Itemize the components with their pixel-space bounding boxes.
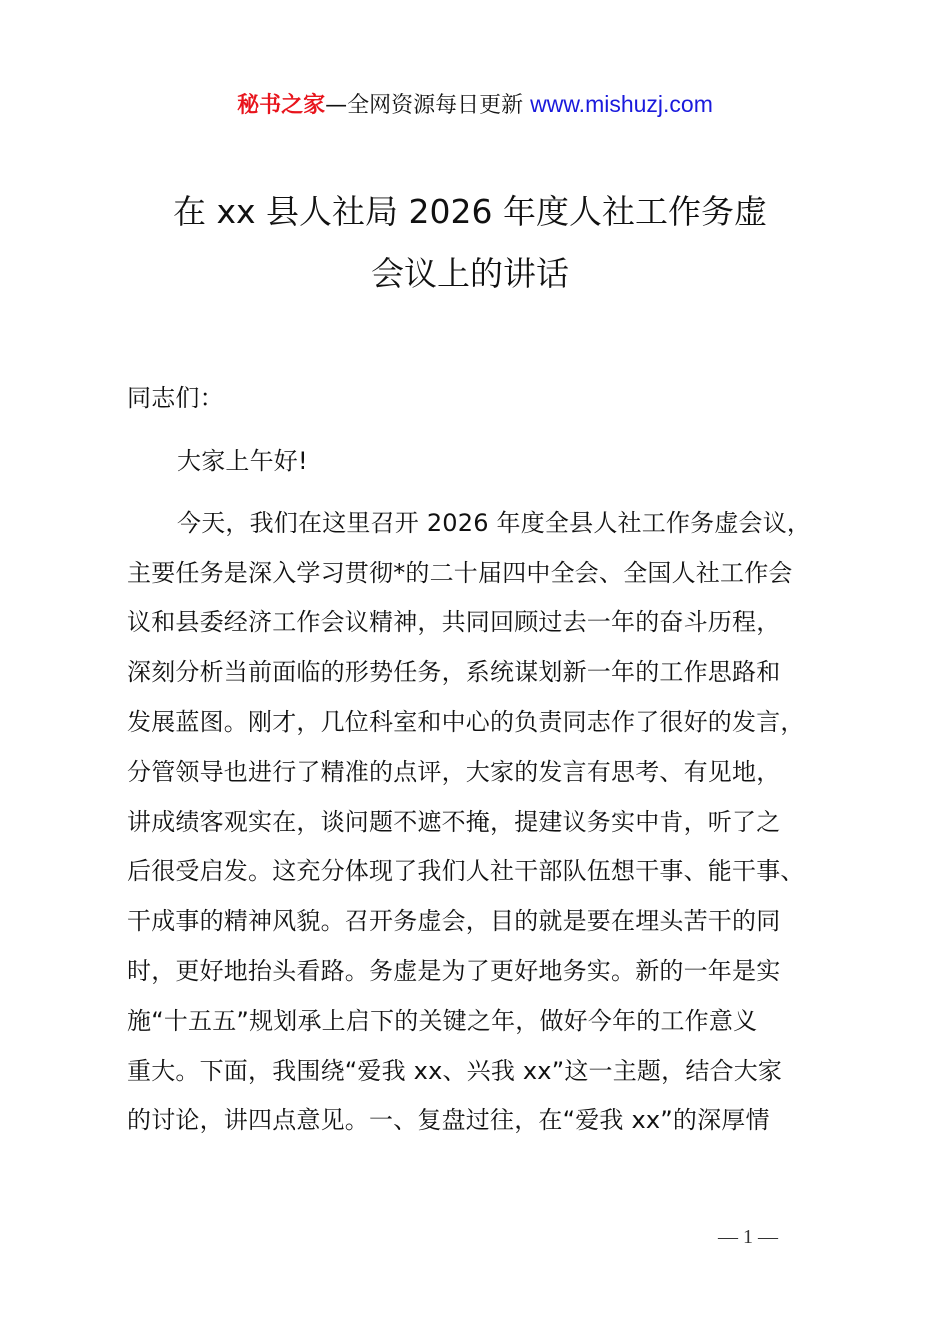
- salutation: 同志们：: [127, 384, 224, 412]
- body-line: 重大。下面，我围绕“爱我 xx、兴我 xx”这一主题，结合大家: [127, 1057, 783, 1085]
- body-line: 议和县委经济工作会议精神，共同回顾过去一年的奋斗历程，: [127, 608, 781, 636]
- body-line: 后很受启发。这充分体现了我们人社干部队伍想干事、能干事、: [127, 857, 805, 885]
- body-line: 今天，我们在这里召开 2026 年度全县人社工作务虚会议，: [177, 509, 812, 537]
- body-line: 讲成绩客观实在，谈问题不遮不掩，提建议务实中肯，听了之: [127, 808, 781, 836]
- site-url-link[interactable]: www.mishuzj.com: [530, 91, 713, 117]
- greeting: 大家上午好!: [177, 447, 308, 475]
- site-banner: [0, 88, 950, 119]
- document-title-line-1: 在 xx 县人社局 2026 年度人社工作务虚: [173, 192, 767, 231]
- body-line: 深刻分析当前面临的形势任务，系统谋划新一年的工作思路和: [127, 658, 781, 686]
- body-line: 时，更好地抬头看路。务虚是为了更好地务实。新的一年是实: [127, 957, 781, 985]
- document-title-line-2: 会议上的讲话: [371, 254, 569, 293]
- body-line: 主要任务是深入学习贯彻*的二十届四中全会、全国人社工作会: [127, 559, 793, 587]
- brand-name: 秘书之家: [237, 93, 326, 118]
- page-number: — 1 —: [718, 1226, 778, 1248]
- body-line: 施“十五五”规划承上启下的关键之年，做好今年的工作意义: [127, 1007, 758, 1035]
- body-line: 的讨论，讲四点意见。一、复盘过往，在“爱我 xx”的深厚情: [127, 1106, 770, 1134]
- body-line: 干成事的精神风貌。召开务虚会，目的就是要在埋头苦干的同: [127, 907, 781, 935]
- body-line: 发展蓝图。刚才，几位科室和中心的负责同志作了很好的发言，: [127, 708, 805, 736]
- banner-slogan: —全网资源每日更新: [325, 93, 524, 118]
- body-line: 分管领导也进行了精准的点评，大家的发言有思考、有见地，: [127, 758, 781, 786]
